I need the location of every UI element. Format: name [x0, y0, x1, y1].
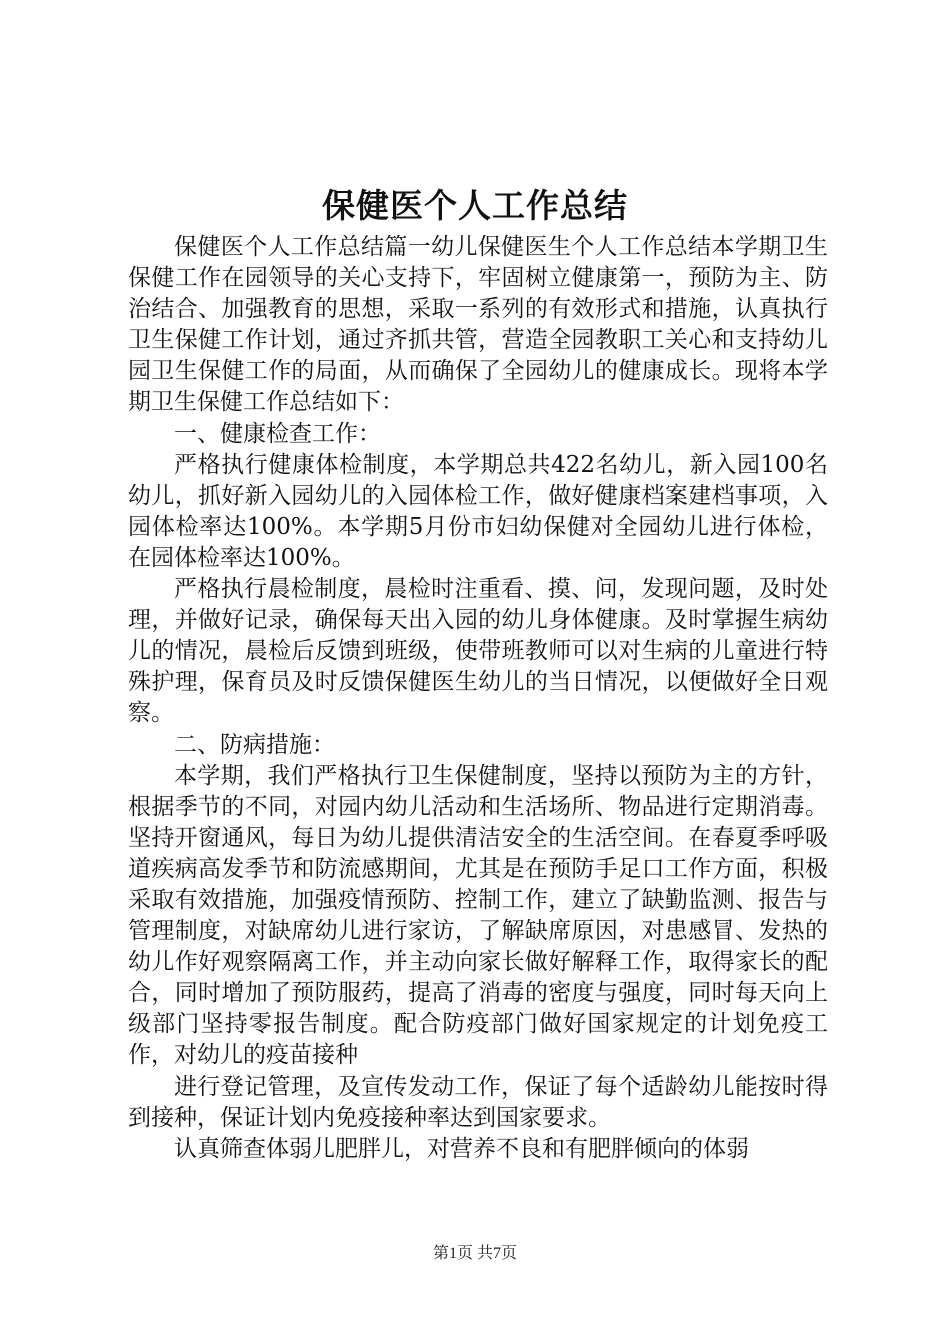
vaccination-paragraph: 进行登记管理，及宣传发动工作，保证了每个适龄幼儿能按时得到接种，保证计划内免疫接种率达到国家要求。	[128, 1073, 828, 1131]
morning-check-paragraph: 严格执行晨检制度，晨检时注重看、摸、问，发现问题，及时处理，并做好记录，确保每天出入园的幼儿身体健康。及时掌握生病幼儿的情况，晨检后反馈到班级，使带班教师可以对生病的儿童进行特殊护理，保育员及时反馈保健医生幼儿的当日情况，以便做好全日观察。	[128, 576, 828, 727]
prevention-paragraph: 本学期，我们严格执行卫生保健制度，坚持以预防为主的方针，根据季节的不同，对园内幼儿活动和生活场所、物品进行定期消毒。坚持开窗通风，每日为幼儿提供清洁安全的生活空间。在春夏季呼吸道疾病高发季节和防流感期间，尤其是在预防手足口工作方面，积极采取有效措施，加强疫情预防、控制工作，建立了缺勤监测、报告与管理制度，对缺席幼儿进行家访，了解缺席原因，对患感冒、发热的幼儿作好观察隔离工作，并主动向家长做好解释工作，取得家长的配合，同时增加了预防服药，提高了消毒的密度与强度，同时每天向上级部门坚持零报告制度。配合防疫部门做好国家规定的计划免疫工作，对幼儿的疫苗接种	[128, 762, 828, 1069]
section-heading-health-check: 一、健康检查工作：	[174, 420, 381, 447]
page-footer: 第1页 共7页	[432, 1245, 517, 1262]
document-title: 保健医个人工作总结	[322, 186, 628, 225]
intro-paragraph: 保健医个人工作总结篇一幼儿保健医生个人工作总结本学期卫生保健工作在园领导的关心支持下，牢固树立健康第一，预防为主、防治结合、加强教育的思想，采取一系列的有效形式和措施，认真执行卫生保健工作计划，通过齐抓共管，营造全园教职工关心和支持幼儿园卫生保健工作的局面，从而确保了全园幼儿的健康成长。现将本学期卫生保健工作总结如下：	[128, 234, 828, 416]
document-body	[128, 232, 828, 1165]
health-check-paragraph: 严格执行健康体检制度，本学期总共422名幼儿，新入园100名幼儿，抓好新入园幼儿的入园体检工作，做好健康档案建档事项，入园体检率达100%。本学期5月份市妇幼保健对全园幼儿进行体检，在园体检率达100%。	[128, 451, 828, 571]
screening-paragraph: 认真筛查体弱儿肥胖儿，对营养不良和有肥胖倾向的体弱	[174, 1135, 749, 1162]
section-heading-prevention: 二、防病措施：	[174, 731, 335, 758]
